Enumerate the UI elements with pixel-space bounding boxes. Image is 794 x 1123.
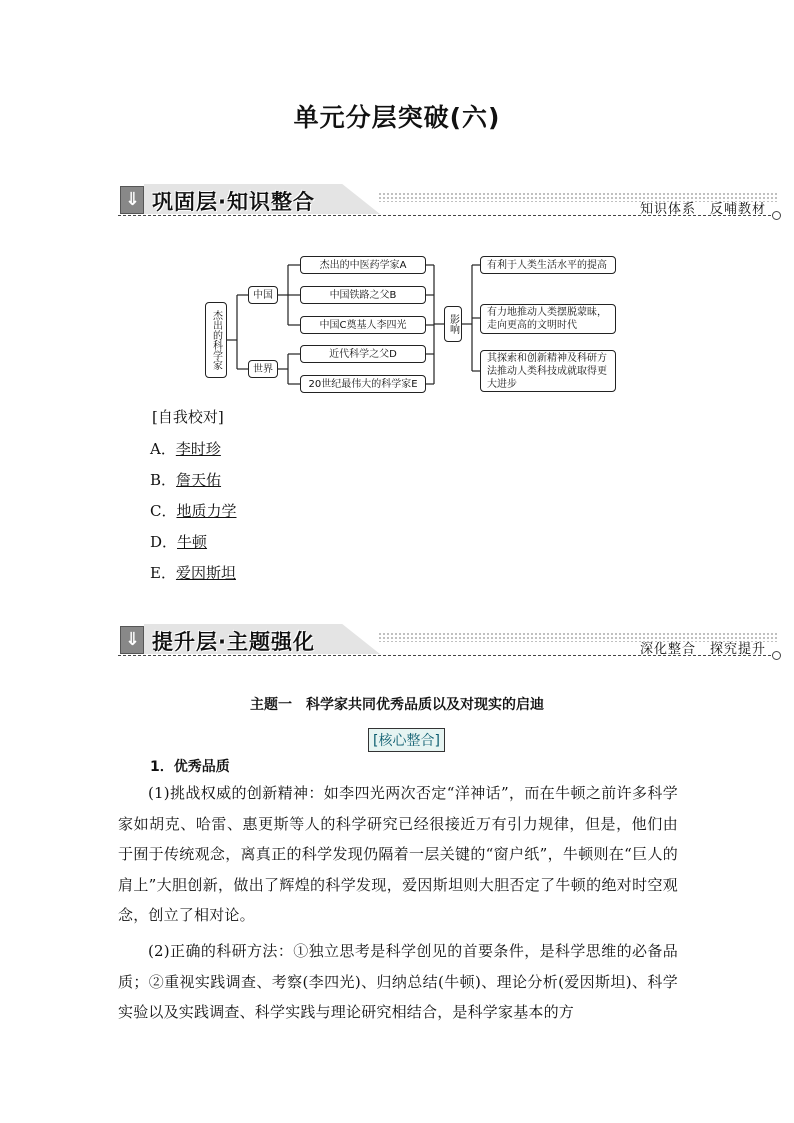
diagram-china: 中国 [248, 286, 278, 304]
page-title: 单元分层突破(六) [293, 103, 501, 132]
answer-item [150, 500, 237, 521]
paragraph: (2)正确的科研方法：①独立思考是科学创见的首要条件，是科学思维的必备品质；②重视实践调查、考察(李四光)、归纳总结(牛顿)、理论分析(爱因斯坦)、科学实验以及实践调查、科学实践与理论研究相结合，是科学家基本的方 [118, 942, 678, 1021]
answer-letter: A． [150, 440, 176, 458]
down-arrow-icon: ⇓ [120, 186, 144, 214]
section-banner-improvement [118, 622, 780, 662]
diagram-item: 杰出的中医药学家A [300, 256, 426, 274]
answer-text: 詹天佑 [176, 471, 222, 489]
answer-letter: D． [150, 533, 178, 551]
diagram-item: 近代科学之父D [300, 345, 426, 363]
answer-item [150, 562, 236, 583]
diagram-item: 中国C奠基人李四光 [300, 316, 426, 334]
answer-item [150, 469, 221, 490]
answer-letter: B． [150, 471, 177, 489]
banner-subtitle: 深化整合 探究提升 [639, 642, 766, 657]
topic-heading: 主题一 科学家共同优秀品质以及对现实的启迪 [250, 697, 544, 713]
rule-end-circle [772, 211, 781, 220]
section-banner-consolidation [118, 182, 780, 222]
banner-subtitle: 知识体系 反哺教材 [639, 202, 766, 217]
subheading: 1．优秀品质 [150, 759, 230, 775]
answer-text: 牛顿 [177, 533, 208, 551]
banner-label: 巩固层·知识整合 [152, 190, 315, 214]
answer-text: 地质力学 [176, 502, 237, 520]
answer-text: 爱因斯坦 [175, 564, 236, 582]
answer-text: 李时珍 [175, 440, 221, 458]
diagram-effect: 其探索和创新精神及科研方法推动人类科技成就取得更大进步 [480, 350, 616, 392]
banner-label: 提升层·主题强化 [152, 630, 315, 654]
diagram-effect: 有力地推动人类摆脱蒙昧，走向更高的文明时代 [480, 304, 616, 334]
diagram-impact: 影响 [444, 306, 462, 342]
answer-item [150, 531, 207, 552]
down-arrow-icon: ⇓ [120, 626, 144, 654]
diagram-item: 中国铁路之父B [300, 286, 426, 304]
diagram-root: 杰出的科学家 [205, 302, 227, 378]
self-check-title: [自我校对] [152, 408, 224, 426]
answer-letter: E． [150, 564, 176, 582]
rule-end-circle [772, 651, 781, 660]
answer-item [150, 438, 221, 459]
diagram-item: 20世纪最伟大的科学家E [300, 375, 426, 393]
answer-letter: C． [150, 502, 177, 520]
core-integration-label: [核心整合] [368, 728, 445, 752]
paragraph: (1)挑战权威的创新精神：如李四光两次否定“洋神话”，而在牛顿之前许多科学家如胡克、哈雷、惠更斯等人的科学研究已经很接近万有引力规律，但是，他们由于囿于传统观念，离真正的科学发现仍隔着一层关键的“窗户纸”，牛顿则在“巨人的肩上”大胆创新，做出了辉煌的科学发现，爱因斯坦则大胆否定了牛顿的绝对时空观念，创立了相对论。 [118, 784, 678, 924]
diagram-effect: 有利于人类生活水平的提高 [480, 256, 616, 274]
diagram-world: 世界 [248, 360, 278, 378]
